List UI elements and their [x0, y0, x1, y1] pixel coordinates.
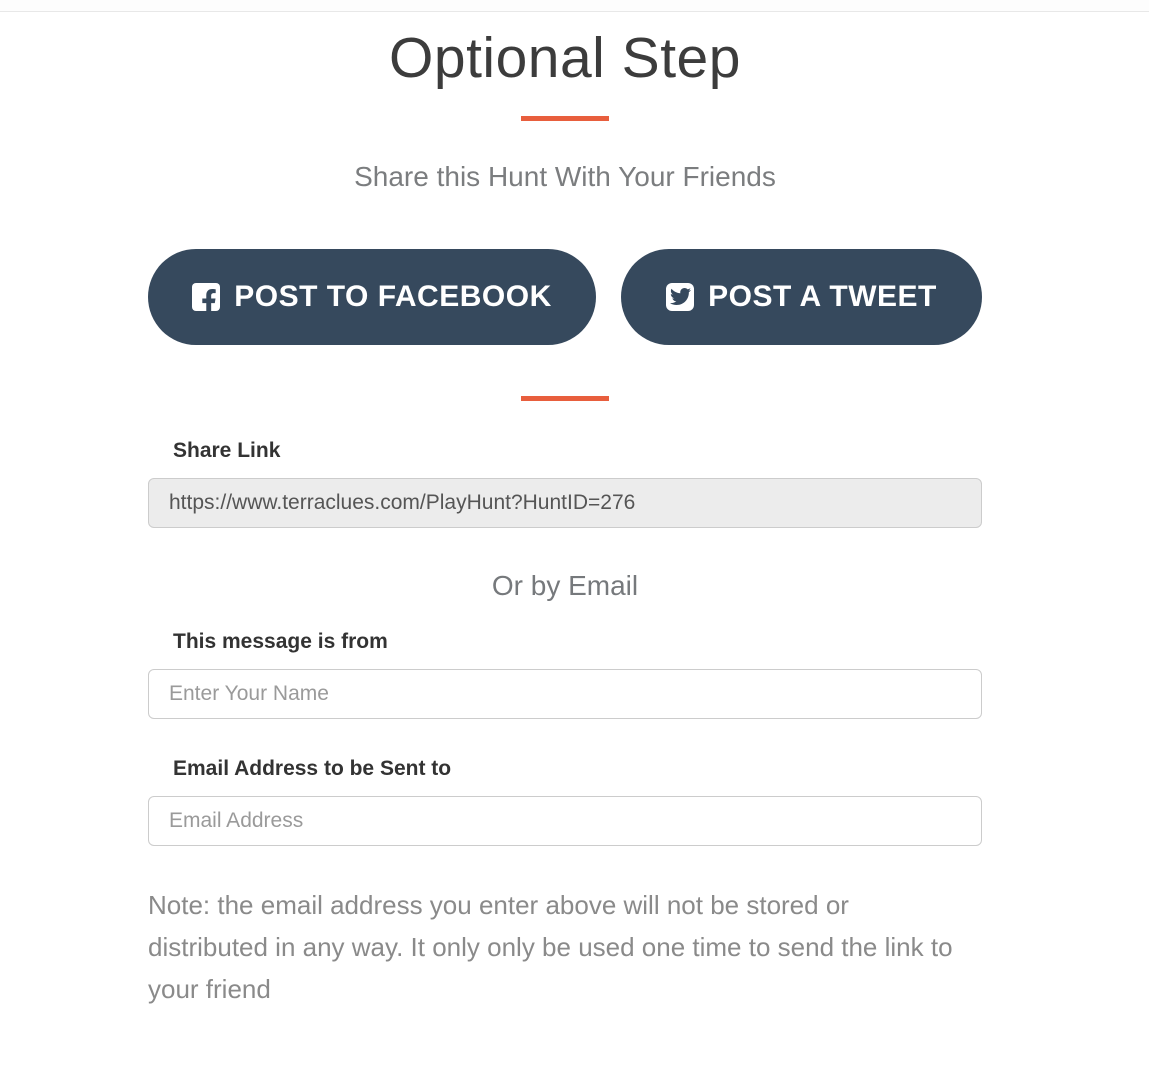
facebook-icon	[192, 283, 220, 311]
post-a-tweet-button[interactable]	[621, 249, 982, 345]
top-divider	[0, 0, 1149, 12]
twitter-button-label: POST A TWEET	[708, 279, 937, 313]
facebook-button-label: POST TO FACEBOOK	[234, 279, 552, 313]
share-link-input[interactable]	[148, 478, 982, 528]
email-address-label: Email Address to be Sent to	[173, 756, 452, 780]
or-by-email-text: Or by Email	[491, 569, 639, 601]
recipient-email-input[interactable]	[148, 796, 982, 846]
sender-name-input[interactable]	[148, 669, 982, 719]
message-from-label: This message is from	[173, 629, 388, 653]
share-link-label: Share Link	[173, 438, 281, 462]
subtitle: Share this Hunt With Your Friends	[354, 160, 776, 192]
accent-divider	[521, 396, 609, 401]
accent-divider	[521, 116, 609, 121]
privacy-note-text: Note: the email address you enter above will not be stored or distributed in any way. It only only be used one time to send the link to your friend	[148, 889, 953, 1004]
post-to-facebook-button[interactable]	[148, 249, 596, 345]
page-title: Optional Step	[389, 26, 741, 90]
twitter-icon	[666, 283, 694, 311]
share-panel	[148, 26, 982, 1010]
social-button-row	[148, 249, 982, 345]
